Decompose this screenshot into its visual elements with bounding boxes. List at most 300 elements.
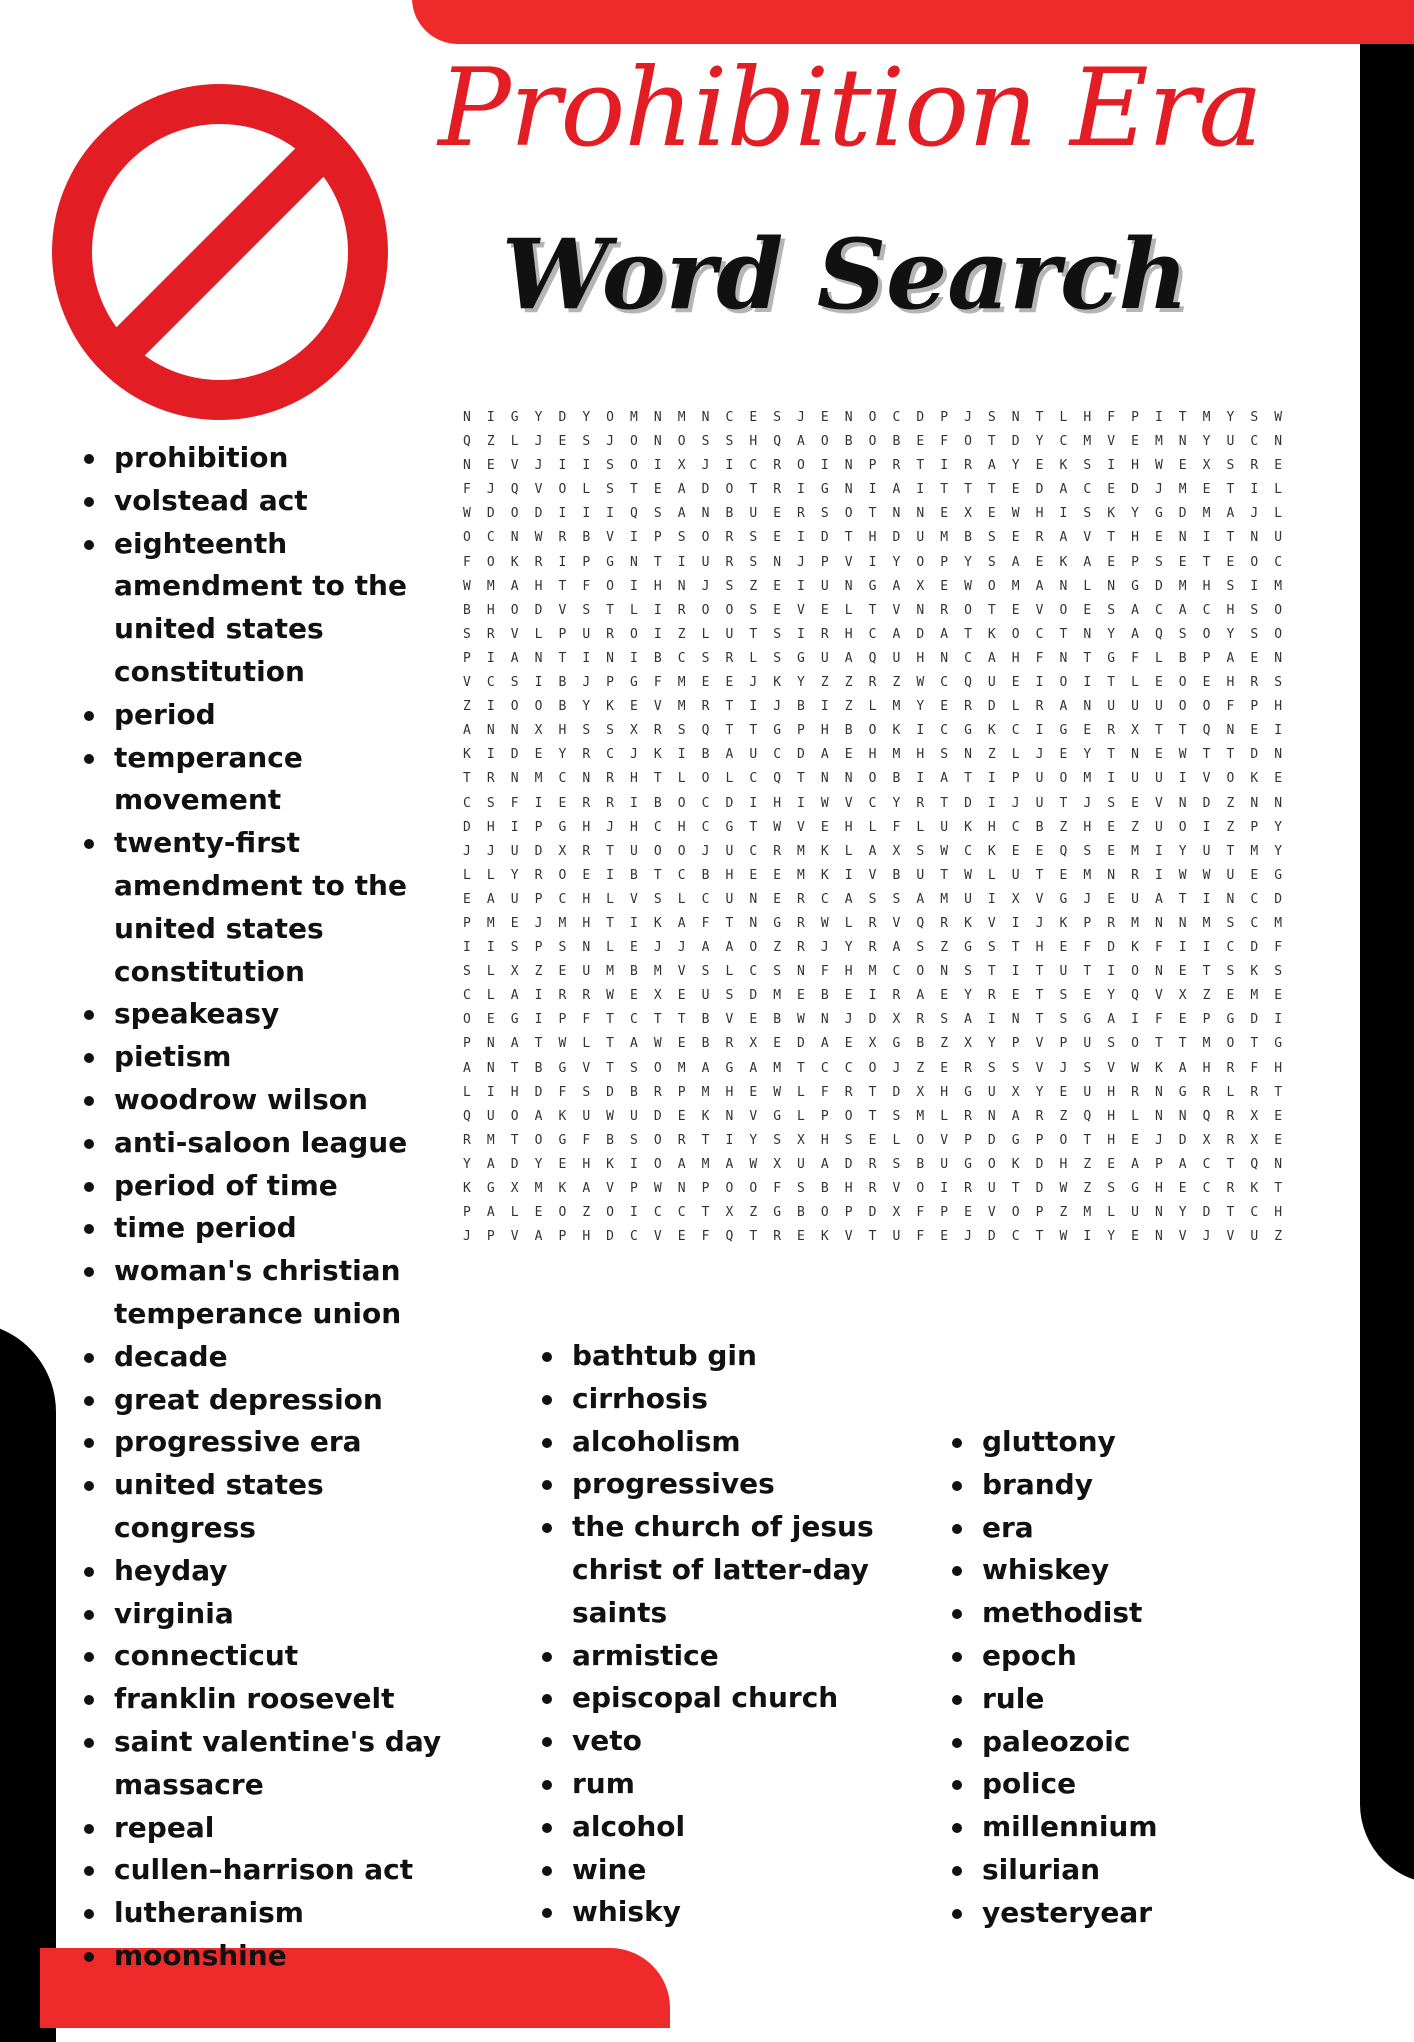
grid-letter: A (749, 1060, 758, 1076)
grid-letter: T (749, 482, 758, 498)
grid-row (455, 430, 1290, 454)
grid-letter: O (820, 434, 829, 450)
grid-letter: T (940, 867, 949, 883)
grid-letter: E (1154, 530, 1163, 546)
word-list-item: cirrhosis (538, 1378, 888, 1421)
grid-letter: D (1178, 1132, 1187, 1148)
grid-letter: Y (1083, 747, 1092, 763)
grid-letter: N (1083, 626, 1092, 642)
grid-letter: O (916, 1132, 925, 1148)
grid-letter: H (510, 1084, 519, 1100)
word-list-item: great depression (80, 1379, 460, 1422)
grid-letter: H (630, 819, 638, 835)
grid-letter: S (844, 1132, 853, 1148)
grid-letter: U (940, 819, 949, 835)
grid-letter: M (797, 867, 805, 883)
grid-letter: U (725, 626, 734, 642)
grid-letter: M (1274, 915, 1283, 931)
grid-letter: I (868, 988, 877, 1004)
grid-letter: O (701, 602, 710, 618)
grid-letter: B (630, 867, 638, 883)
grid-letter: J (749, 675, 758, 691)
grid-letter: X (1250, 1108, 1259, 1124)
grid-letter: S (1083, 843, 1092, 859)
word-list-item: saint valentine's day massacre (80, 1721, 460, 1807)
grid-letter: U (892, 1229, 901, 1245)
grid-letter: P (1202, 1012, 1211, 1028)
grid-letter: Y (1226, 626, 1235, 642)
grid-letter: K (1154, 1060, 1163, 1076)
grid-letter: U (940, 1156, 949, 1172)
grid-letter: D (868, 1205, 877, 1221)
grid-letter: J (797, 410, 805, 425)
grid-letter: G (486, 1181, 495, 1196)
grid-letter: S (1178, 626, 1187, 642)
grid-letter: R (582, 988, 591, 1004)
grid-letter: Y (987, 1036, 996, 1052)
grid-letter: F (463, 554, 471, 570)
grid-letter: U (820, 650, 829, 666)
grid-letter: G (1131, 578, 1139, 594)
grid-letter: W (606, 988, 614, 1004)
grid-letter: U (1083, 1084, 1092, 1100)
grid-letter: H (1059, 1156, 1068, 1172)
grid-letter: Z (1083, 1156, 1092, 1172)
grid-letter: B (653, 795, 662, 811)
grid-letter: N (1226, 891, 1235, 907)
grid-letter: Q (1202, 1108, 1211, 1124)
grid-letter: G (1083, 1012, 1092, 1028)
grid-letter: L (844, 843, 853, 859)
grid-letter: R (964, 1181, 972, 1196)
grid-letter: J (677, 940, 686, 956)
grid-letter: X (510, 964, 519, 980)
grid-letter: A (1035, 578, 1044, 594)
grid-letter: O (606, 410, 614, 425)
grid-letter: D (534, 1084, 543, 1100)
grid-letter: W (1154, 458, 1163, 474)
grid-letter: J (1250, 506, 1259, 522)
grid-letter: N (916, 506, 925, 522)
grid-letter: R (677, 1132, 686, 1148)
grid-letter: F (558, 1084, 567, 1100)
grid-letter: A (1011, 1108, 1020, 1124)
grid-letter: P (940, 410, 949, 425)
grid-letter: T (1107, 675, 1116, 691)
grid-letter: S (1274, 964, 1283, 980)
grid-letter: E (773, 891, 782, 907)
grid-letter: A (1107, 1012, 1116, 1028)
grid-letter: D (987, 1132, 996, 1148)
grid-letter: N (1154, 915, 1163, 931)
grid-letter: P (463, 915, 471, 931)
grid-letter: H (1083, 819, 1092, 835)
grid-letter: C (630, 1012, 638, 1028)
grid-letter: U (1274, 530, 1283, 546)
grid-letter: U (749, 747, 758, 763)
grid-letter: M (1202, 506, 1211, 522)
grid-letter: R (916, 1012, 925, 1028)
grid-letter: S (1059, 988, 1068, 1004)
grid-letter: E (964, 1205, 972, 1221)
grid-letter: M (677, 675, 686, 691)
grid-letter: J (964, 410, 972, 425)
grid-letter: K (964, 915, 972, 931)
grid-letter: O (534, 1132, 543, 1148)
grid-letter: R (582, 747, 591, 763)
word-list-column-2 (538, 1335, 888, 1934)
grid-letter: S (1083, 1060, 1092, 1076)
grid-letter: R (773, 1229, 782, 1245)
grid-letter: D (510, 747, 519, 763)
grid-row (455, 936, 1290, 960)
grid-letter: J (630, 747, 638, 763)
grid-letter: R (1226, 1181, 1235, 1196)
grid-letter: W (773, 1084, 782, 1100)
grid-letter: I (1178, 771, 1187, 787)
grid-letter: K (773, 675, 782, 691)
grid-letter: S (797, 1181, 805, 1196)
grid-letter: A (725, 1156, 734, 1172)
grid-letter: E (463, 891, 471, 907)
grid-letter: S (653, 506, 662, 522)
grid-letter: T (1035, 867, 1044, 883)
grid-letter: F (1154, 940, 1163, 956)
grid-letter: M (701, 1156, 710, 1172)
grid-letter: R (868, 1156, 877, 1172)
grid-letter: T (1178, 410, 1187, 425)
grid-letter: T (653, 1012, 662, 1028)
grid-letter: M (677, 410, 686, 425)
grid-letter: G (1178, 1084, 1187, 1100)
grid-letter: E (940, 699, 949, 715)
grid-letter: H (916, 650, 925, 666)
grid-letter: O (1274, 626, 1283, 642)
grid-letter: C (892, 410, 901, 425)
grid-letter: H (1226, 602, 1235, 618)
grid-letter: U (582, 964, 591, 980)
grid-letter: K (987, 626, 996, 642)
grid-letter: N (1178, 1108, 1187, 1124)
grid-letter: H (1107, 1132, 1116, 1148)
grid-letter: A (1131, 1156, 1139, 1172)
grid-letter: B (820, 988, 829, 1004)
grid-letter: D (1035, 482, 1044, 498)
grid-letter: X (1178, 988, 1187, 1004)
grid-letter: C (820, 891, 829, 907)
grid-letter: I (987, 795, 996, 811)
grid-letter: B (892, 771, 901, 787)
grid-letter: D (987, 1229, 996, 1245)
grid-letter: G (1011, 1132, 1020, 1148)
grid-letter: E (1107, 554, 1116, 570)
grid-letter: S (1250, 410, 1259, 425)
grid-letter: R (868, 1181, 877, 1196)
grid-letter: N (630, 554, 638, 570)
grid-letter: R (606, 771, 614, 787)
grid-letter: I (582, 506, 591, 522)
grid-letter: U (797, 1156, 805, 1172)
grid-letter: N (486, 1036, 495, 1052)
grid-letter: I (987, 1012, 996, 1028)
grid-letter: E (677, 1036, 686, 1052)
grid-letter: M (677, 699, 686, 715)
grid-letter: A (486, 1205, 495, 1221)
grid-letter: A (1178, 1156, 1187, 1172)
grid-letter: B (701, 1036, 710, 1052)
grid-letter: T (1250, 1036, 1259, 1052)
grid-letter: O (510, 699, 519, 715)
grid-letter: M (773, 988, 782, 1004)
grid-letter: L (725, 964, 734, 980)
grid-letter: U (1035, 795, 1044, 811)
grid-letter: B (701, 1012, 710, 1028)
grid-letter: O (463, 530, 471, 546)
grid-letter: T (725, 723, 734, 739)
grid-letter: O (844, 506, 853, 522)
grid-letter: N (820, 1012, 829, 1028)
grid-letter: G (797, 650, 805, 666)
grid-letter: E (773, 578, 782, 594)
grid-letter: Q (630, 506, 638, 522)
grid-letter: E (773, 602, 782, 618)
grid-letter: S (940, 747, 949, 763)
grid-letter: O (510, 506, 519, 522)
grid-letter: I (1154, 867, 1163, 883)
grid-letter: L (534, 626, 543, 642)
grid-letter: D (558, 410, 567, 425)
grid-letter: R (773, 843, 782, 859)
grid-letter: N (987, 1108, 996, 1124)
grid-letter: R (868, 915, 877, 931)
grid-letter: D (820, 530, 829, 546)
grid-letter: I (820, 699, 829, 715)
grid-letter: S (964, 964, 972, 980)
grid-letter: Y (844, 940, 853, 956)
grid-letter: O (1011, 626, 1020, 642)
grid-letter: P (1131, 410, 1139, 425)
grid-letter: L (486, 964, 495, 980)
grid-letter: M (940, 530, 949, 546)
grid-letter: V (1154, 795, 1163, 811)
grid-letter: V (510, 1229, 519, 1245)
grid-letter: D (701, 482, 710, 498)
grid-letter: G (606, 554, 614, 570)
grid-letter: I (582, 650, 591, 666)
grid-letter: T (606, 843, 614, 859)
grid-letter: E (1131, 1132, 1139, 1148)
grid-letter: O (558, 482, 567, 498)
grid-letter: V (749, 1108, 758, 1124)
grid-letter: E (1107, 843, 1116, 859)
grid-letter: L (1131, 1108, 1139, 1124)
grid-letter: N (725, 1108, 734, 1124)
grid-letter: C (653, 819, 662, 835)
grid-letter: Z (916, 1060, 925, 1076)
grid-letter: S (582, 602, 591, 618)
grid-letter: F (916, 1229, 925, 1245)
grid-letter: A (677, 506, 686, 522)
grid-letter: P (868, 458, 877, 474)
grid-letter: E (1011, 530, 1020, 546)
grid-letter: P (463, 650, 471, 666)
grid-letter: R (725, 530, 734, 546)
grid-letter: S (916, 940, 925, 956)
grid-letter: H (916, 747, 925, 763)
grid-letter: S (773, 964, 782, 980)
grid-letter: C (677, 867, 686, 883)
grid-letter: K (892, 723, 901, 739)
grid-letter: A (463, 723, 471, 739)
grid-letter: W (749, 1156, 758, 1172)
grid-letter: R (1107, 915, 1116, 931)
grid-letter: E (1083, 602, 1092, 618)
grid-letter: E (1250, 867, 1259, 883)
grid-letter: J (701, 458, 710, 474)
grid-letter: A (916, 891, 925, 907)
grid-letter: T (940, 795, 949, 811)
grid-letter: U (630, 843, 638, 859)
right-black-frame (1360, 44, 1414, 1884)
grid-letter: A (486, 1156, 495, 1172)
grid-letter: O (510, 1108, 519, 1124)
grid-letter: N (1107, 578, 1116, 594)
grid-letter: B (892, 867, 901, 883)
grid-letter: T (964, 626, 972, 642)
grid-letter: C (892, 964, 901, 980)
grid-letter: E (844, 1036, 853, 1052)
grid-letter: E (1226, 988, 1235, 1004)
grid-letter: S (1083, 506, 1092, 522)
grid-letter: T (1059, 626, 1068, 642)
grid-letter: E (940, 506, 949, 522)
grid-letter: Y (1107, 988, 1116, 1004)
grid-letter: M (1011, 578, 1020, 594)
grid-letter: V (463, 675, 471, 691)
grid-letter: A (940, 771, 949, 787)
grid-letter: I (868, 554, 877, 570)
grid-letter: A (820, 747, 829, 763)
grid-letter: V (987, 1205, 996, 1221)
grid-letter: P (1083, 915, 1092, 931)
grid-letter: V (1226, 1229, 1235, 1245)
grid-letter: M (486, 915, 495, 931)
grid-letter: T (653, 867, 662, 883)
grid-letter: N (1274, 795, 1283, 811)
grid-letter: Y (558, 747, 567, 763)
word-list-item: rule (948, 1678, 1278, 1721)
grid-letter: V (892, 1181, 901, 1196)
grid-letter: M (892, 699, 901, 715)
grid-letter: C (630, 1229, 638, 1245)
grid-letter: N (677, 578, 686, 594)
grid-letter: U (510, 891, 519, 907)
grid-letter: J (606, 819, 614, 835)
grid-letter: O (1059, 675, 1068, 691)
grid-letter: M (1083, 1205, 1092, 1221)
grid-letter: R (486, 626, 495, 642)
grid-letter: F (820, 964, 829, 980)
grid-letter: F (582, 578, 591, 594)
grid-letter: E (1059, 747, 1068, 763)
grid-letter: I (486, 940, 495, 956)
grid-letter: Z (1226, 819, 1235, 835)
grid-letter: S (749, 554, 758, 570)
grid-letter: I (630, 530, 638, 546)
grid-letter: X (677, 458, 686, 474)
grid-letter: M (868, 964, 877, 980)
grid-letter: R (868, 940, 877, 956)
prohibition-sign-icon (52, 84, 388, 420)
grid-letter: U (1131, 1205, 1139, 1221)
grid-letter: Y (1107, 1229, 1116, 1245)
grid-letter: B (725, 506, 734, 522)
grid-letter: A (1011, 554, 1020, 570)
grid-letter: T (630, 482, 638, 498)
grid-letter: V (1107, 434, 1116, 450)
grid-letter: N (701, 410, 710, 425)
grid-letter: P (534, 819, 543, 835)
grid-letter: E (797, 1229, 805, 1245)
grid-letter: O (820, 1205, 829, 1221)
grid-letter: Y (534, 410, 543, 425)
grid-letter: I (558, 506, 567, 522)
grid-letter: R (606, 795, 614, 811)
word-list-item: paleozoic (948, 1721, 1278, 1764)
grid-letter: N (844, 578, 853, 594)
grid-letter: I (987, 771, 996, 787)
grid-letter: T (868, 602, 877, 618)
grid-letter: B (820, 1181, 829, 1196)
grid-letter: W (653, 1181, 662, 1196)
grid-letter: N (486, 1060, 495, 1076)
grid-letter: C (1250, 1205, 1259, 1221)
grid-letter: X (1011, 1084, 1020, 1100)
page-title: Prohibition Era (438, 46, 1262, 171)
grid-letter: T (1035, 988, 1044, 1004)
grid-letter: E (1226, 554, 1235, 570)
grid-letter: R (463, 1132, 471, 1148)
grid-letter: J (964, 1229, 972, 1245)
grid-letter: O (725, 482, 734, 498)
grid-letter: R (797, 940, 805, 956)
grid-letter: O (1274, 602, 1283, 618)
grid-letter: O (1178, 675, 1187, 691)
grid-letter: X (892, 1205, 901, 1221)
grid-letter: T (1226, 530, 1235, 546)
grid-letter: G (510, 1012, 519, 1028)
grid-letter: V (987, 915, 996, 931)
grid-letter: T (725, 699, 734, 715)
grid-letter: B (892, 434, 901, 450)
grid-letter: B (1035, 819, 1044, 835)
grid-letter: L (463, 867, 471, 883)
grid-letter: M (1250, 843, 1259, 859)
grid-letter: C (701, 819, 710, 835)
grid-letter: Z (987, 747, 996, 763)
grid-letter: K (653, 747, 662, 763)
grid-letter: S (1226, 578, 1235, 594)
grid-letter: N (1131, 747, 1139, 763)
grid-letter: A (892, 578, 901, 594)
grid-letter: E (1131, 1229, 1139, 1245)
grid-letter: N (510, 723, 519, 739)
grid-letter: F (1154, 1012, 1163, 1028)
grid-letter: E (749, 1012, 758, 1028)
grid-letter: M (1202, 410, 1211, 425)
grid-letter: F (820, 1084, 829, 1100)
grid-letter: W (1131, 1060, 1139, 1076)
